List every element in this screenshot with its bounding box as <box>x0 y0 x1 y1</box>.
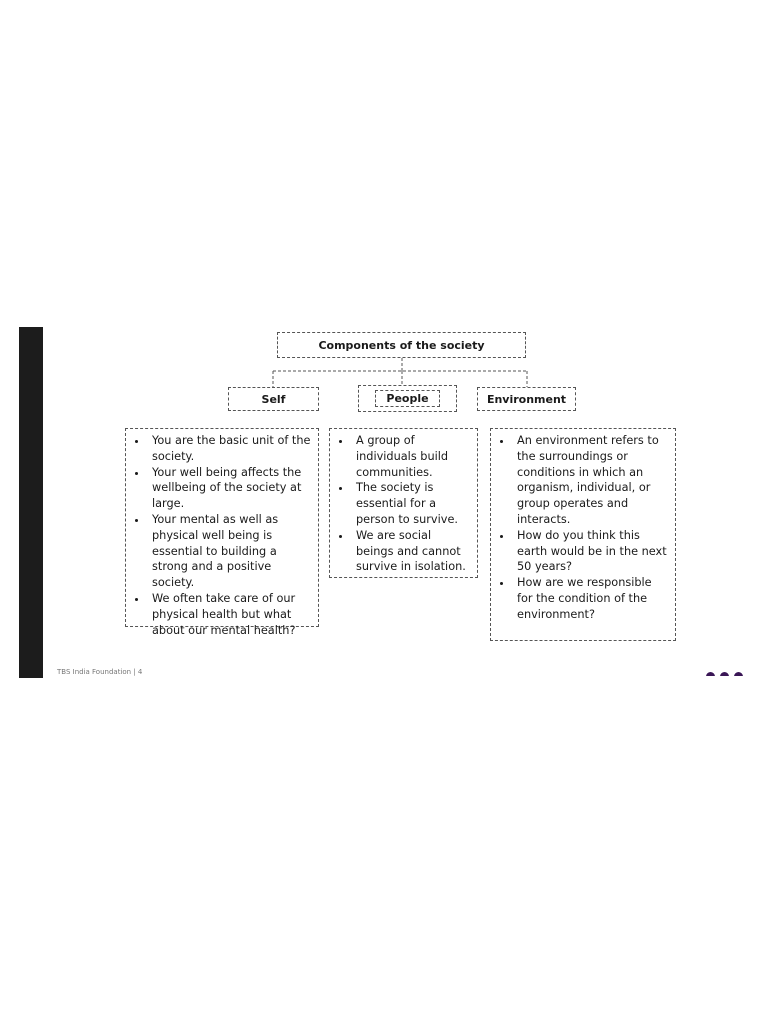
dot-icon <box>720 672 729 681</box>
category-environment-label: Environment <box>486 392 567 406</box>
dot-icon <box>706 672 715 681</box>
self-bullet: • We often take care of our physical health but what about our mental health? <box>148 591 312 638</box>
self-bullet: • Your mental as well as physical well being is essential to building a strong and a positive society. <box>148 512 312 591</box>
people-bullet: • We are social beings and cannot survive in isolation. <box>352 528 471 575</box>
dot-icon <box>734 672 743 681</box>
environment-bullet: • An environment refers to the surroundings or conditions in which an organism, individual, or group operates and interacts. <box>513 433 669 528</box>
diagram-title: Components of the society <box>318 338 485 352</box>
category-people-label: People <box>375 390 439 407</box>
environment-bullet-list <box>499 433 669 623</box>
self-bullet-list <box>134 433 312 638</box>
diagram-title-box <box>277 332 526 358</box>
category-self-box <box>228 387 319 411</box>
people-bullet: • A group of individuals build communities. <box>352 433 471 480</box>
category-environment-box <box>477 387 576 411</box>
self-details-card <box>125 428 319 637</box>
left-accent-bar <box>19 327 43 678</box>
people-bullet: • The society is essential for a person to survive. <box>352 480 471 527</box>
environment-details-card <box>490 428 676 641</box>
environment-bullet: • How are we responsible for the condition of the environment? <box>513 575 669 622</box>
self-bullet: • You are the basic unit of the society. <box>148 433 312 465</box>
self-bullet: • Your well being affects the wellbeing of the society at large. <box>148 465 312 512</box>
decorative-dots <box>706 672 743 681</box>
people-details-card <box>329 428 478 578</box>
category-people-box <box>358 385 457 412</box>
environment-bullet: • How do you think this earth would be in the next 50 years? <box>513 528 669 575</box>
footer-text: TBS India Foundation | 4 <box>57 668 143 676</box>
people-bullet-list <box>338 433 471 575</box>
category-self-label: Self <box>261 392 286 406</box>
